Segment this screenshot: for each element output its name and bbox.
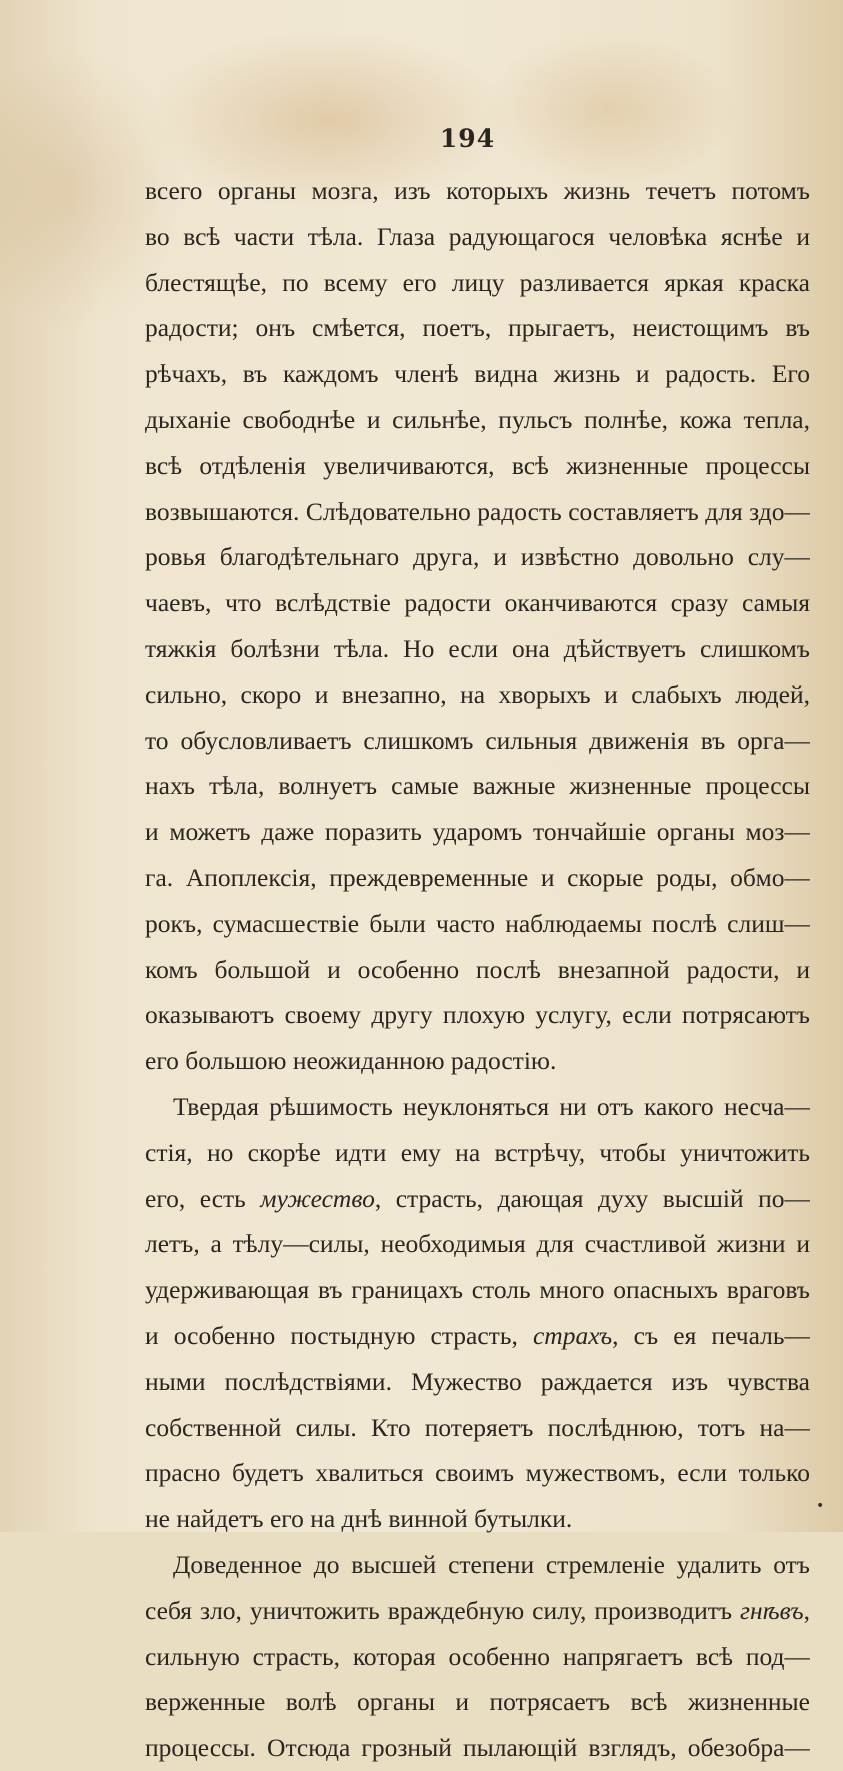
text-line: и можетъ даже поразить ударомъ тончайшіе органы моз— bbox=[145, 817, 810, 847]
text-line: ровья благодѣтельнаго друга, и извѣстно довольно слу— bbox=[145, 542, 810, 572]
text-span: , съ ея печаль— bbox=[612, 1320, 810, 1350]
paragraph-2-line: стія, но скорѣе идти ему на встрѣчу, чтобы уничтожить bbox=[145, 1137, 810, 1167]
italic-term-fear: страхъ bbox=[532, 1320, 613, 1350]
text-line: оказываютъ своему другу плохую услугу, если потрясаютъ bbox=[145, 1000, 810, 1030]
paragraph-2-line: не найдетъ его на днѣ винной бутылки. bbox=[145, 1504, 573, 1534]
paragraph-2-line: Твердая рѣшимость неуклоняться ни отъ какого несча— bbox=[173, 1091, 810, 1121]
paragraph-2-line: ными послѣдствіями. Мужество раждается изъ чувства bbox=[145, 1366, 810, 1396]
paragraph-3-line: Доведенное до высшей степени стремленіе удалить отъ bbox=[173, 1549, 810, 1579]
text-span: себя зло, уничтожить враждебную силу, производитъ bbox=[145, 1595, 741, 1625]
text-line: комъ большой и особенно послѣ внезапной радости, и bbox=[145, 954, 810, 984]
text-span: и особенно постыдную страсть, bbox=[145, 1320, 533, 1350]
paragraph-3-line: процессы. Отсюда грозный пылающій взглядъ, обезобра— bbox=[145, 1733, 810, 1763]
text-line: радости; онъ смѣется, поетъ, прыгаетъ, неистощимъ въ bbox=[145, 313, 810, 343]
text-line: то обусловливаетъ слишкомъ сильныя движенія въ орга— bbox=[145, 725, 810, 755]
text-line: га. Апоплексія, преждевременные и скорые роды, обмо— bbox=[145, 862, 810, 892]
ink-speck-icon: • bbox=[816, 1498, 825, 1514]
text-line: рѣчахъ, въ каждомъ членѣ видна жизнь и радость. Его bbox=[145, 359, 810, 389]
text-line: нахъ тѣла, волнуетъ самые важные жизненные процессы bbox=[145, 771, 810, 801]
body-text bbox=[145, 168, 810, 1771]
paragraph-2-line: летъ, а тѣлу—силы, необходимыя для счастливой жизни и bbox=[145, 1229, 810, 1259]
text-line: рокъ, сумасшествіе были часто наблюдаемы послѣ слиш— bbox=[145, 908, 810, 938]
text-line: возвышаются. Слѣдовательно радость составляетъ для здо— bbox=[145, 496, 810, 526]
paragraph-3-line: сильную страсть, которая особенно напрягаетъ всѣ под— bbox=[145, 1641, 810, 1671]
text-line: его большою неожиданною радостію. bbox=[145, 1046, 557, 1076]
text-span: его, есть bbox=[145, 1183, 261, 1213]
paragraph-2-line: собственной силы. Кто потеряетъ послѣднюю, тотъ на— bbox=[145, 1412, 810, 1442]
text-line: всѣ отдѣленія увеличиваются, всѣ жизненные процессы bbox=[145, 450, 810, 480]
text-span: , страсть, дающая духу высшій по— bbox=[374, 1183, 810, 1213]
paragraph-2-line bbox=[145, 1176, 810, 1222]
text-line: сильно, скоро и внезапно, на хворыхъ и слабыхъ людей, bbox=[145, 679, 810, 709]
italic-term-anger: гнѣвъ bbox=[740, 1595, 804, 1625]
text-line: во всѣ части тѣла. Глаза радующагося человѣка яснѣе и bbox=[145, 221, 810, 251]
paragraph-3-line bbox=[145, 1588, 810, 1634]
text-line: чаевъ, что вслѣдствіе радости оканчиваются сразу самыя bbox=[145, 588, 810, 618]
text-span: , bbox=[803, 1595, 810, 1625]
italic-term-courage: мужество bbox=[260, 1183, 375, 1213]
paragraph-2-line bbox=[145, 1313, 810, 1359]
text-line: всего органы мозга, изъ которыхъ жизнь течетъ потомъ bbox=[145, 176, 810, 205]
text-line: дыханіе свободнѣе и сильнѣе, пульсъ полнѣе, кожа тепла, bbox=[145, 404, 810, 434]
page-number: 194 bbox=[439, 124, 496, 153]
text-line: блестящѣе, по всему его лицу разливается яркая краска bbox=[145, 267, 810, 297]
paragraph-3-line: верженные волѣ органы и потрясаетъ всѣ жизненные bbox=[145, 1687, 810, 1717]
text-line: тяжкія болѣзни тѣла. Но если она дѣйствуетъ слишкомъ bbox=[145, 633, 810, 663]
paragraph-2-line: удерживающая въ границахъ столь много опасныхъ враговъ bbox=[145, 1275, 810, 1305]
paragraph-2-line: прасно будетъ хвалиться своимъ мужествомъ, если только bbox=[145, 1458, 810, 1488]
